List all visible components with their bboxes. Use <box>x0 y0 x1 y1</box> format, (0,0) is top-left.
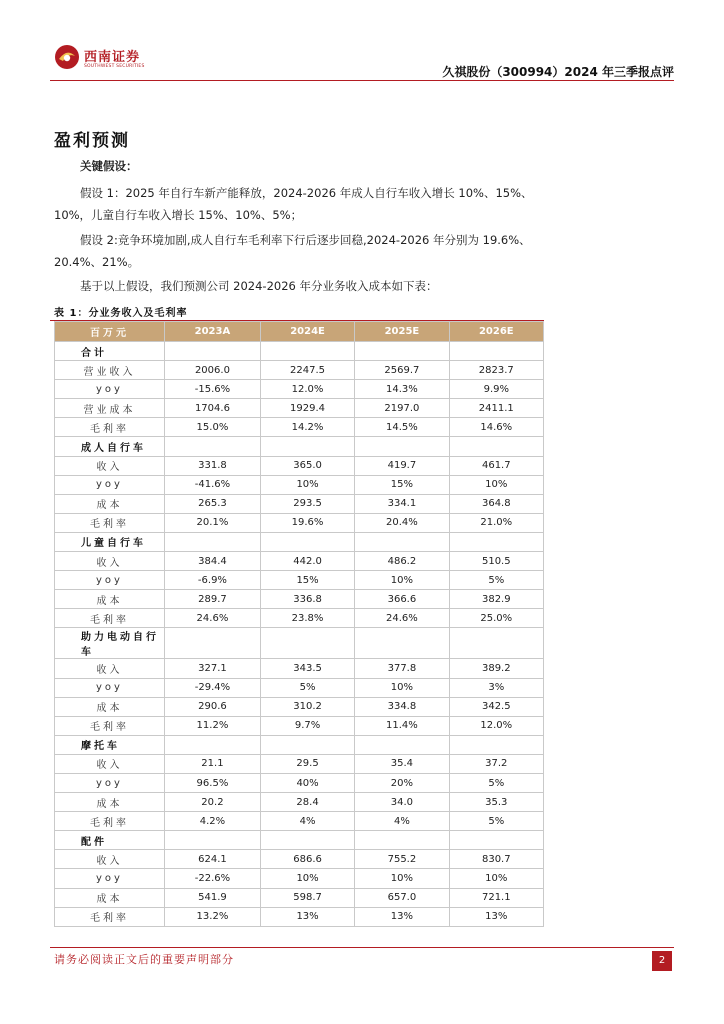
value-cell: 5% <box>449 571 543 590</box>
table-row <box>55 494 544 513</box>
value-cell: 343.5 <box>260 659 354 678</box>
group-label: 成人自行车 <box>55 437 165 456</box>
row-label: 收入 <box>55 754 165 773</box>
empty-cell <box>355 437 449 456</box>
value-cell: 5% <box>449 773 543 792</box>
empty-cell <box>355 532 449 551</box>
value-cell: 336.8 <box>260 590 354 609</box>
header-unit: 百万元 <box>55 322 165 342</box>
table-group-row <box>55 532 544 551</box>
value-cell: 1704.6 <box>165 399 261 418</box>
table-row <box>55 609 544 628</box>
value-cell: 2197.0 <box>355 399 449 418</box>
value-cell: 4% <box>260 812 354 831</box>
value-cell: 10% <box>355 571 449 590</box>
empty-cell <box>449 735 543 754</box>
table-group-row <box>55 437 544 456</box>
table-row <box>55 399 544 418</box>
value-cell: 289.7 <box>165 590 261 609</box>
empty-cell <box>165 437 261 456</box>
table-body <box>55 342 544 927</box>
empty-cell <box>260 628 354 659</box>
value-cell: 3% <box>449 678 543 697</box>
value-cell: 29.5 <box>260 754 354 773</box>
table-row <box>55 754 544 773</box>
value-cell: 365.0 <box>260 456 354 475</box>
row-label: 毛利率 <box>55 812 165 831</box>
value-cell: 19.6% <box>260 513 354 532</box>
disclaimer-note: 请务必阅读正文后的重要声明部分 <box>54 953 234 966</box>
empty-cell <box>449 342 543 361</box>
value-cell: 13.2% <box>165 907 261 926</box>
table-header-row <box>55 322 544 342</box>
value-cell: 331.8 <box>165 456 261 475</box>
value-cell: 461.7 <box>449 456 543 475</box>
value-cell: 755.2 <box>355 850 449 869</box>
value-cell: 364.8 <box>449 494 543 513</box>
row-label: 营业收入 <box>55 361 165 380</box>
value-cell: 20% <box>355 773 449 792</box>
row-label: yoy <box>55 571 165 590</box>
value-cell: 9.9% <box>449 380 543 399</box>
table-row <box>55 907 544 926</box>
value-cell: -41.6% <box>165 475 261 494</box>
value-cell: 10% <box>260 475 354 494</box>
table-row <box>55 571 544 590</box>
value-cell: 11.2% <box>165 716 261 735</box>
value-cell: 384.4 <box>165 552 261 571</box>
empty-cell <box>260 735 354 754</box>
group-label: 配件 <box>55 831 165 850</box>
table-row <box>55 678 544 697</box>
value-cell: 5% <box>449 812 543 831</box>
value-cell: 342.5 <box>449 697 543 716</box>
empty-cell <box>355 628 449 659</box>
empty-cell <box>355 342 449 361</box>
value-cell: 11.4% <box>355 716 449 735</box>
value-cell: 686.6 <box>260 850 354 869</box>
value-cell: 657.0 <box>355 888 449 907</box>
table-caption: 表 1：分业务收入及毛利率 <box>54 308 188 319</box>
value-cell: 486.2 <box>355 552 449 571</box>
value-cell: 1929.4 <box>260 399 354 418</box>
value-cell: 37.2 <box>449 754 543 773</box>
assumption-2: 假设 2:竞争环境加剧,成人自行车毛利率下行后逐步回稳,2024-2026 年分别为 19.6%、20.4%、21%。 <box>54 233 531 269</box>
value-cell: 40% <box>260 773 354 792</box>
group-label: 摩托车 <box>55 735 165 754</box>
empty-cell <box>355 735 449 754</box>
value-cell: 24.6% <box>165 609 261 628</box>
value-cell: 10% <box>449 869 543 888</box>
value-cell: 334.8 <box>355 697 449 716</box>
segment-revenue-table <box>54 321 544 927</box>
value-cell: -15.6% <box>165 380 261 399</box>
page-number: 2 <box>652 951 672 971</box>
header-2025e: 2025E <box>355 322 449 342</box>
value-cell: 15% <box>260 571 354 590</box>
value-cell: 25.0% <box>449 609 543 628</box>
empty-cell <box>260 342 354 361</box>
empty-cell <box>449 831 543 850</box>
value-cell: 13% <box>260 907 354 926</box>
table-row <box>55 590 544 609</box>
empty-cell <box>260 831 354 850</box>
logo-text: 西南证券 <box>84 50 141 65</box>
empty-cell <box>260 437 354 456</box>
value-cell: 265.3 <box>165 494 261 513</box>
value-cell: 377.8 <box>355 659 449 678</box>
empty-cell <box>449 628 543 659</box>
row-label: 收入 <box>55 850 165 869</box>
table-row <box>55 697 544 716</box>
table-row <box>55 716 544 735</box>
value-cell: 28.4 <box>260 793 354 812</box>
table-row <box>55 513 544 532</box>
value-cell: 389.2 <box>449 659 543 678</box>
value-cell: 2006.0 <box>165 361 261 380</box>
value-cell: 13% <box>355 907 449 926</box>
row-label: 毛利率 <box>55 513 165 532</box>
value-cell: 541.9 <box>165 888 261 907</box>
value-cell: 382.9 <box>449 590 543 609</box>
logo-emblem-icon <box>54 44 80 70</box>
header-2023a: 2023A <box>165 322 261 342</box>
logo-subtext: SOUTHWEST SECURITIES <box>84 64 145 69</box>
empty-cell <box>165 735 261 754</box>
assumption-1: 假设 1：2025 年自行车新产能释放，2024-2026 年成人自行车收入增长 10%、15%、10%，儿童自行车收入增长 15%、10%、5%； <box>54 186 533 222</box>
value-cell: 4.2% <box>165 812 261 831</box>
value-cell: 2247.5 <box>260 361 354 380</box>
value-cell: 510.5 <box>449 552 543 571</box>
table-group-row <box>55 628 544 659</box>
value-cell: -22.6% <box>165 869 261 888</box>
forecast-summary: 基于以上假设，我们预测公司 2024-2026 年分业务收入成本如下表： <box>80 279 438 293</box>
table-row <box>55 793 544 812</box>
section-title: 盈利预测 <box>54 131 130 151</box>
table-group-row <box>55 735 544 754</box>
table-row <box>55 418 544 437</box>
header-divider <box>50 80 674 81</box>
row-label: 毛利率 <box>55 418 165 437</box>
value-cell: 293.5 <box>260 494 354 513</box>
value-cell: 20.4% <box>355 513 449 532</box>
row-label: yoy <box>55 678 165 697</box>
value-cell: -6.9% <box>165 571 261 590</box>
empty-cell <box>165 532 261 551</box>
value-cell: 14.5% <box>355 418 449 437</box>
group-label: 儿童自行车 <box>55 532 165 551</box>
value-cell: 327.1 <box>165 659 261 678</box>
row-label: 收入 <box>55 456 165 475</box>
value-cell: 20.2 <box>165 793 261 812</box>
table-row <box>55 552 544 571</box>
value-cell: 15% <box>355 475 449 494</box>
empty-cell <box>165 342 261 361</box>
table-row <box>55 812 544 831</box>
value-cell: 721.1 <box>449 888 543 907</box>
value-cell: 23.8% <box>260 609 354 628</box>
value-cell: 96.5% <box>165 773 261 792</box>
value-cell: 21.1 <box>165 754 261 773</box>
value-cell: 20.1% <box>165 513 261 532</box>
row-label: yoy <box>55 475 165 494</box>
table-row <box>55 888 544 907</box>
value-cell: 334.1 <box>355 494 449 513</box>
report-title: 久祺股份（300994）2024 年三季报点评 <box>442 65 674 79</box>
empty-cell <box>260 532 354 551</box>
value-cell: 5% <box>260 678 354 697</box>
table-group-row <box>55 342 544 361</box>
row-label: 毛利率 <box>55 609 165 628</box>
value-cell: 13% <box>449 907 543 926</box>
value-cell: 442.0 <box>260 552 354 571</box>
value-cell: 4% <box>355 812 449 831</box>
value-cell: 35.4 <box>355 754 449 773</box>
value-cell: 34.0 <box>355 793 449 812</box>
table-row <box>55 361 544 380</box>
table-row <box>55 659 544 678</box>
value-cell: 14.2% <box>260 418 354 437</box>
row-label: yoy <box>55 869 165 888</box>
value-cell: 830.7 <box>449 850 543 869</box>
value-cell: 598.7 <box>260 888 354 907</box>
value-cell: 35.3 <box>449 793 543 812</box>
header-2026e: 2026E <box>449 322 543 342</box>
empty-cell <box>165 628 261 659</box>
row-label: 营业成本 <box>55 399 165 418</box>
value-cell: 2569.7 <box>355 361 449 380</box>
value-cell: 310.2 <box>260 697 354 716</box>
value-cell: 10% <box>355 869 449 888</box>
group-label: 合计 <box>55 342 165 361</box>
value-cell: 9.7% <box>260 716 354 735</box>
value-cell: 14.3% <box>355 380 449 399</box>
value-cell: 624.1 <box>165 850 261 869</box>
empty-cell <box>449 437 543 456</box>
footer-divider <box>50 947 674 948</box>
group-label: 助力电动自行车 <box>55 628 165 659</box>
value-cell: 12.0% <box>449 716 543 735</box>
value-cell: 419.7 <box>355 456 449 475</box>
value-cell: 15.0% <box>165 418 261 437</box>
table-row <box>55 773 544 792</box>
value-cell: 366.6 <box>355 590 449 609</box>
row-label: yoy <box>55 773 165 792</box>
row-label: 成本 <box>55 494 165 513</box>
row-label: 成本 <box>55 590 165 609</box>
header-2024e: 2024E <box>260 322 354 342</box>
table-row <box>55 456 544 475</box>
value-cell: 290.6 <box>165 697 261 716</box>
row-label: yoy <box>55 380 165 399</box>
value-cell: 24.6% <box>355 609 449 628</box>
value-cell: 2823.7 <box>449 361 543 380</box>
value-cell: 10% <box>449 475 543 494</box>
empty-cell <box>165 831 261 850</box>
table-row <box>55 869 544 888</box>
key-assumptions-label: 关键假设： <box>80 159 138 173</box>
empty-cell <box>355 831 449 850</box>
value-cell: 12.0% <box>260 380 354 399</box>
value-cell: 14.6% <box>449 418 543 437</box>
row-label: 成本 <box>55 793 165 812</box>
row-label: 毛利率 <box>55 716 165 735</box>
value-cell: 21.0% <box>449 513 543 532</box>
row-label: 毛利率 <box>55 907 165 926</box>
company-logo <box>54 44 154 74</box>
value-cell: -29.4% <box>165 678 261 697</box>
table-row <box>55 475 544 494</box>
row-label: 收入 <box>55 552 165 571</box>
table-row <box>55 850 544 869</box>
row-label: 收入 <box>55 659 165 678</box>
row-label: 成本 <box>55 888 165 907</box>
table-group-row <box>55 831 544 850</box>
row-label: 成本 <box>55 697 165 716</box>
table-row <box>55 380 544 399</box>
value-cell: 10% <box>355 678 449 697</box>
empty-cell <box>449 532 543 551</box>
value-cell: 10% <box>260 869 354 888</box>
value-cell: 2411.1 <box>449 399 543 418</box>
